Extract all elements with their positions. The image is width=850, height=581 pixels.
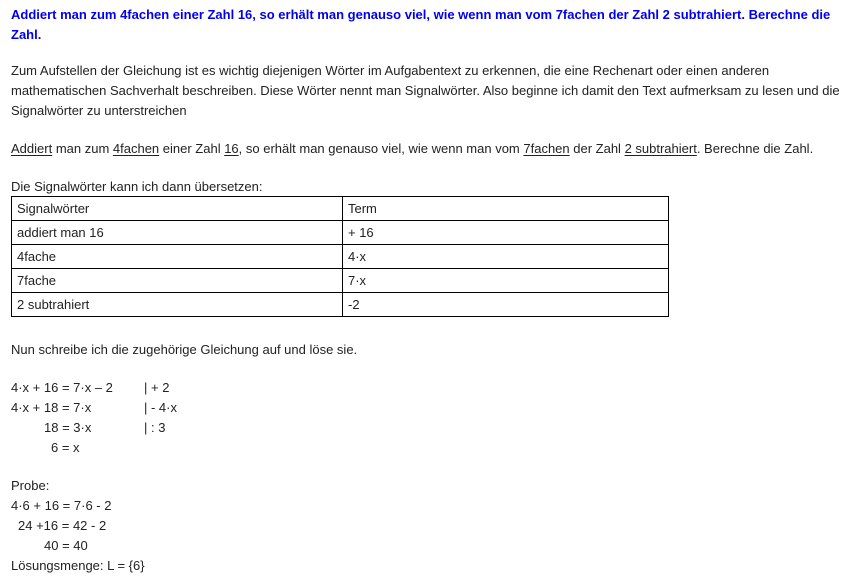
task-title: Addiert man zum 4fachen einer Zahl 16, so erhält man genauso viel, wie wenn man vom 7fachen der Zahl 2 subtrahiert. Berechne die Zahl. bbox=[11, 7, 831, 42]
term-cell: -2 bbox=[343, 293, 669, 317]
signal-word-cell: addiert man 16 bbox=[12, 221, 343, 245]
header-term: Term bbox=[343, 197, 669, 221]
plain-text: einer Zahl bbox=[159, 141, 225, 156]
equation: 18 = 3·x bbox=[44, 420, 92, 435]
equation-operation: | + 2 bbox=[144, 380, 170, 395]
solution-intro: Nun schreibe ich die zugehörige Gleichung auf und löse sie. bbox=[11, 342, 358, 357]
equation: 6 = x bbox=[51, 440, 80, 455]
signal-word: 16 bbox=[224, 141, 239, 156]
equation: 4·x + 16 = 7·x – 2 bbox=[11, 380, 113, 395]
signal-word-cell: 4fache bbox=[12, 245, 343, 269]
intro-paragraph: Zum Aufstellen der Gleichung ist es wichtig diejenigen Wörter im Aufgabentext zu erkennen, die eine Rechenart oder einen anderen mathematischen Sachverhalt beschreiben. Diese Wörter nennt man Signalwörter. Also beginne ich damit den Text aufmerksam zu lesen und die Signalwörter zu unterstreichen bbox=[11, 63, 840, 118]
translation-label: Die Signalwörter kann ich dann übersetzen: bbox=[11, 179, 263, 194]
signal-word: 4fachen bbox=[112, 141, 160, 156]
equation-operation: | - 4·x bbox=[144, 400, 177, 415]
solution-set: Lösungsmenge: L = {6} bbox=[11, 558, 145, 573]
table-header-row bbox=[12, 197, 669, 221]
table-row bbox=[12, 221, 669, 245]
plain-text: . Berechne die Zahl. bbox=[696, 141, 814, 156]
probe-section bbox=[11, 476, 145, 576]
term-cell: + 16 bbox=[343, 221, 669, 245]
signal-word: 2 subtrahiert bbox=[624, 141, 697, 156]
term-cell: 4·x bbox=[343, 245, 669, 269]
marked-task-text bbox=[11, 139, 841, 159]
signal-word: 7fachen bbox=[523, 141, 570, 156]
table-row bbox=[12, 245, 669, 269]
plain-text: der Zahl bbox=[569, 141, 625, 156]
table-row bbox=[12, 293, 669, 317]
signal-word-table bbox=[11, 196, 669, 317]
signal-word-cell: 2 subtrahiert bbox=[12, 293, 343, 317]
probe-line: 40 = 40 bbox=[44, 538, 88, 553]
table-row bbox=[12, 269, 669, 293]
plain-text: man zum bbox=[52, 141, 113, 156]
probe-line: 24 +16 = 42 - 2 bbox=[18, 518, 107, 533]
probe-line: 4·6 + 16 = 7·6 - 2 bbox=[11, 498, 112, 513]
header-signal-words: Signalwörter bbox=[12, 197, 343, 221]
equation: 4·x + 18 = 7·x bbox=[11, 400, 92, 415]
signal-word-cell: 7fache bbox=[12, 269, 343, 293]
term-cell: 7·x bbox=[343, 269, 669, 293]
probe-label: Probe: bbox=[11, 478, 50, 493]
plain-text: , so erhält man genauso viel, wie wenn man vom bbox=[238, 141, 524, 156]
signal-word: Addiert bbox=[11, 141, 53, 156]
equation-operation: | : 3 bbox=[144, 420, 166, 435]
